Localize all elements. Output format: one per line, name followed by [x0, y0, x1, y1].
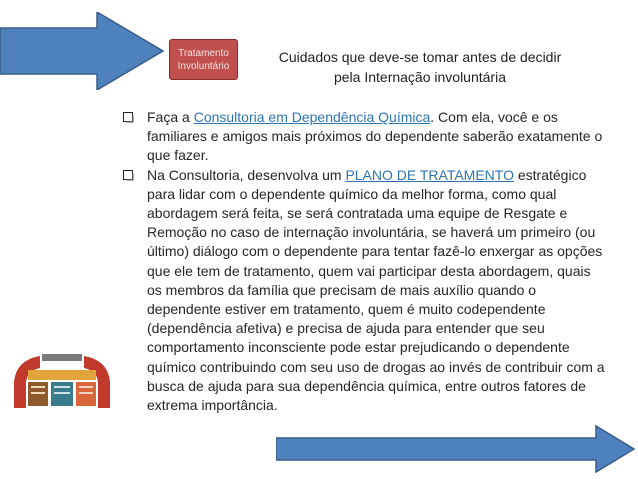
checkbox-square-icon [123, 170, 133, 180]
decorative-diagram-image [6, 346, 118, 410]
badge-line-1: Tratamento [178, 47, 229, 59]
right-arrow-icon [0, 12, 165, 90]
slide-title [258, 47, 582, 87]
slide-title-line-2: pela Internação involuntária [333, 69, 506, 85]
badge-line-2: Involuntário [177, 60, 230, 72]
bullet-1-text-end: . Com ela, você e os familiares e amigos mais próximos do dependente saberão exatamente o que fazer. [147, 109, 603, 164]
bullet-2-text-end: estratégico para lidar com o dependente químico da melhor forma, como qual abordagem será feita, se será contratada uma equipe de Resgate e Remoção no caso de internação involuntária, se haverá um primeiro (ou último) diálogo com o dependente para tentar fazê-lo enxergar as opções que ele tem de tratamento, quem vai participar desta abordagem, quais os membros da família que precisam de mais auxílio quando o dependente estiver em tratamento, quem é muito codependente (dependência afetiva) e precisa de ajuda para entender que seu comportamento inconsciente pode estar prejudicando o dependente químico contribuindo com seu uso de drogas ao invés de contribuir com a busca de ajuda para sua dependência química, entre outros fatores de extrema importância. [147, 166, 605, 414]
bullet-list [121, 108, 607, 415]
bullet-2-text-start: Na Consultoria, desenvolva um [147, 166, 346, 183]
consultoria-link[interactable]: Consultoria em Dependência Química [193, 109, 431, 125]
bullet-item [121, 108, 607, 166]
treatment-badge [169, 39, 238, 80]
checkbox-square-icon [123, 112, 133, 122]
bullet-item [121, 166, 607, 416]
right-arrow-icon[interactable] [276, 423, 638, 475]
plano-de-tratamento-link[interactable]: PLANO DE TRATAMENTO [345, 166, 514, 183]
slide-title-line-1: Cuidados que deve-se tomar antes de decidir [278, 49, 562, 65]
bullet-1-text-start: Faça a [147, 109, 194, 125]
